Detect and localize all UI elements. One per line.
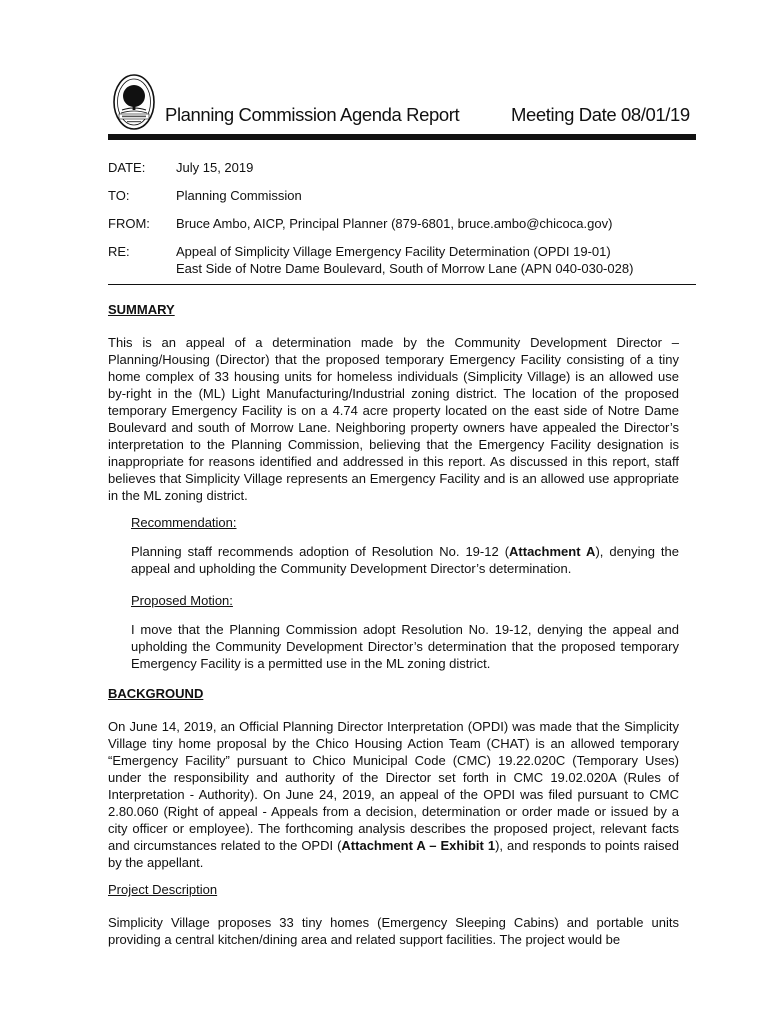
background-attachment-ref: Attachment A – Exhibit 1 xyxy=(341,838,496,853)
memo-divider-rule xyxy=(108,284,696,285)
project-description-heading: Project Description xyxy=(108,882,218,897)
recommendation-text-after: ), denying the appeal and upholding the Community Development Director’s determination. xyxy=(131,544,680,576)
re-line-1: Appeal of Simplicity Village Emergency Facility Determination (OPDI 19-01) xyxy=(176,244,611,259)
recommendation-paragraph xyxy=(131,543,679,577)
re-label: RE: xyxy=(108,244,130,259)
recommendation-attachment-ref: Attachment A xyxy=(509,544,596,559)
meeting-date: Meeting Date 08/01/19 xyxy=(511,104,690,125)
to-label: TO: xyxy=(108,188,130,203)
header-divider-bar xyxy=(108,134,696,140)
background-text-before: On June 14, 2019, an Official Planning Director Interpretation (OPDI) was made that the Simplicity Village tiny home proposal by the Chico Housing Action Team (CHAT) is an allowed temporary “Emergency Facility” pursuant to Chico Municipal Code (CMC) 19.22.020C (Temporary Uses) under the responsibility and authority of the Director set forth in CMC 19.02.020A (Rules of Interpretation - Authority). On June 24, 2019, an appeal of the OPDI was filed pursuant to CMC 2.80.060 (Right of appeal - Appeals from a decision, determination or order made or issued by a city officer or employee). The forthcoming analysis describes the proposed project, relevant facts and circumstances related to the OPDI ( xyxy=(108,719,679,853)
from-label: FROM: xyxy=(108,216,150,231)
city-of-chico-seal-logo xyxy=(112,72,156,130)
recommendation-text-before: Planning staff recommends adoption of Resolution No. 19-12 ( xyxy=(131,544,510,559)
proposed-motion-heading: Proposed Motion: xyxy=(131,593,233,608)
to-value: Planning Commission xyxy=(176,188,302,203)
report-title: Planning Commission Agenda Report xyxy=(165,104,460,125)
re-value xyxy=(176,243,696,277)
summary-paragraph: This is an appeal of a determination made by the Community Development Director – Planning/Housing (Director) that the proposed temporary Emergency Facility consisting of a tiny home complex of 33 housing units for homeless individuals (Simplicity Village) is an allowed use by-right in the (ML) Light Manufacturing/Industrial zoning district. The location of the proposed temporary Emergency Facility is on a 4.74 acre property located on the east side of Notre Dame Boulevard and south of Morrow Lane. Neighboring property owners have appealed the Director’s interpretation to the Planning Commission, believing that the Emergency Facility designation is inappropriate for reasons identified and addressed in this report. As discussed in this report, staff believes that Simplicity Village represents an Emergency Facility and is an allowed use appropriate in the ML zoning district. xyxy=(108,335,679,503)
proposed-motion-paragraph: I move that the Planning Commission adopt Resolution No. 19-12, denying the appeal and upholding the Community Development Director’s determination that the proposed temporary Emergency Facility is a permitted use in the ML zoning district. xyxy=(131,622,679,671)
background-paragraph xyxy=(108,718,679,871)
from-value: Bruce Ambo, AICP, Principal Planner (879-6801, bruce.ambo@chicoca.gov) xyxy=(176,216,613,231)
date-value: July 15, 2019 xyxy=(176,160,254,175)
background-text-after: ), and responds to points raised by the appellant. xyxy=(108,838,679,870)
summary-heading: SUMMARY xyxy=(108,302,175,317)
background-heading: BACKGROUND xyxy=(108,686,204,701)
date-label: DATE: xyxy=(108,160,146,175)
re-line-2: East Side of Notre Dame Boulevard, South of Morrow Lane (APN 040-030-028) xyxy=(176,261,634,276)
project-description-paragraph: Simplicity Village proposes 33 tiny homes (Emergency Sleeping Cabins) and portable units providing a central kitchen/dining area and related support facilities. The project would be xyxy=(108,915,679,947)
recommendation-heading: Recommendation: xyxy=(131,515,237,530)
